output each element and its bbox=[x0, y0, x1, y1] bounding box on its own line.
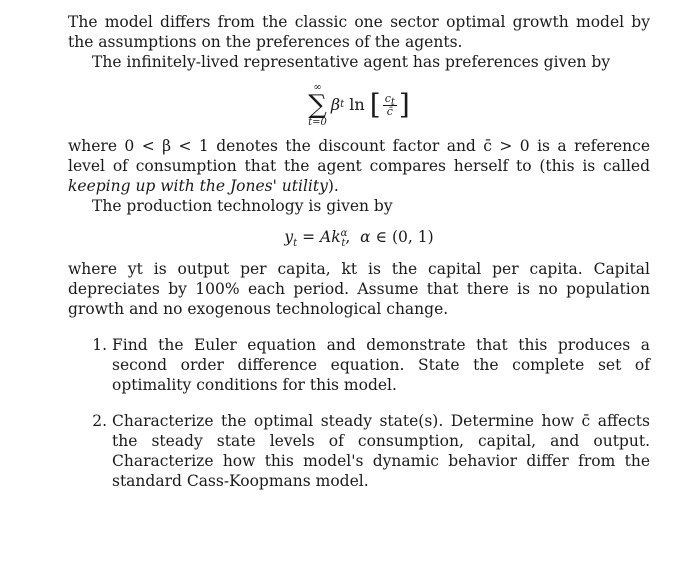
question-1: 1. Find the Euler equation and demonstrate that this produces a second order difference equation. State the complete set of optimality conditions for this model. bbox=[112, 335, 650, 395]
right-bracket: ] bbox=[398, 88, 410, 121]
discount-text-end: ). bbox=[327, 177, 339, 195]
beta-symbol: β bbox=[330, 95, 341, 114]
sum-lower-limit: t=0 bbox=[308, 117, 327, 128]
capital-explanation: where yt is output per capita, kt is the capital per capita. Capital depreciates by 100% each period. Assume that there is no population growth and no exogenous technological change. bbox=[68, 260, 650, 318]
fraction-numerator: $c_t$ bbox=[384, 91, 395, 108]
left-bracket: [ bbox=[369, 88, 381, 121]
keeping-up-emphasis: keeping up with the Jones' utility bbox=[68, 177, 328, 195]
production-equation: $y_t = Ak^\alpha_t$, α ∈ (0, 1) bbox=[284, 227, 434, 250]
preferences-intro: The infinitely-lived representative agent has preferences given by bbox=[92, 53, 611, 71]
utility-equation: ∞ ∑ t=0 β t ln [ $\frac{c_t}{c̄}$ ] bbox=[308, 82, 410, 128]
discount-text: where 0 < β < 1 denotes the discount factor and c̄ > 0 is a reference level of consumption that the agent compares herself to (this is called bbox=[68, 137, 650, 175]
discount-explanation bbox=[68, 136, 650, 196]
fraction-denominator: c̄ bbox=[386, 104, 393, 118]
intro-paragraph: The model differs from the classic one sector optimal growth model by the assumptions on the preferences of the agents. bbox=[68, 13, 650, 51]
document-body bbox=[68, 12, 650, 507]
sigma-symbol: ∑ bbox=[308, 90, 327, 120]
question-2: 2. Characterize the optimal steady state(s). Determine how c̄ affects the steady state levels of consumption, capital, and output. Characterize how this model's dynamic behavior differ from the standard Cass-Koopmans model. bbox=[112, 411, 650, 491]
fraction bbox=[383, 93, 397, 118]
sum-upper-limit: ∞ bbox=[313, 82, 322, 93]
production-intro: The production technology is given by bbox=[92, 197, 393, 215]
summation-operator bbox=[308, 82, 327, 128]
log-operator: ln bbox=[349, 95, 365, 114]
question-list bbox=[68, 335, 650, 491]
